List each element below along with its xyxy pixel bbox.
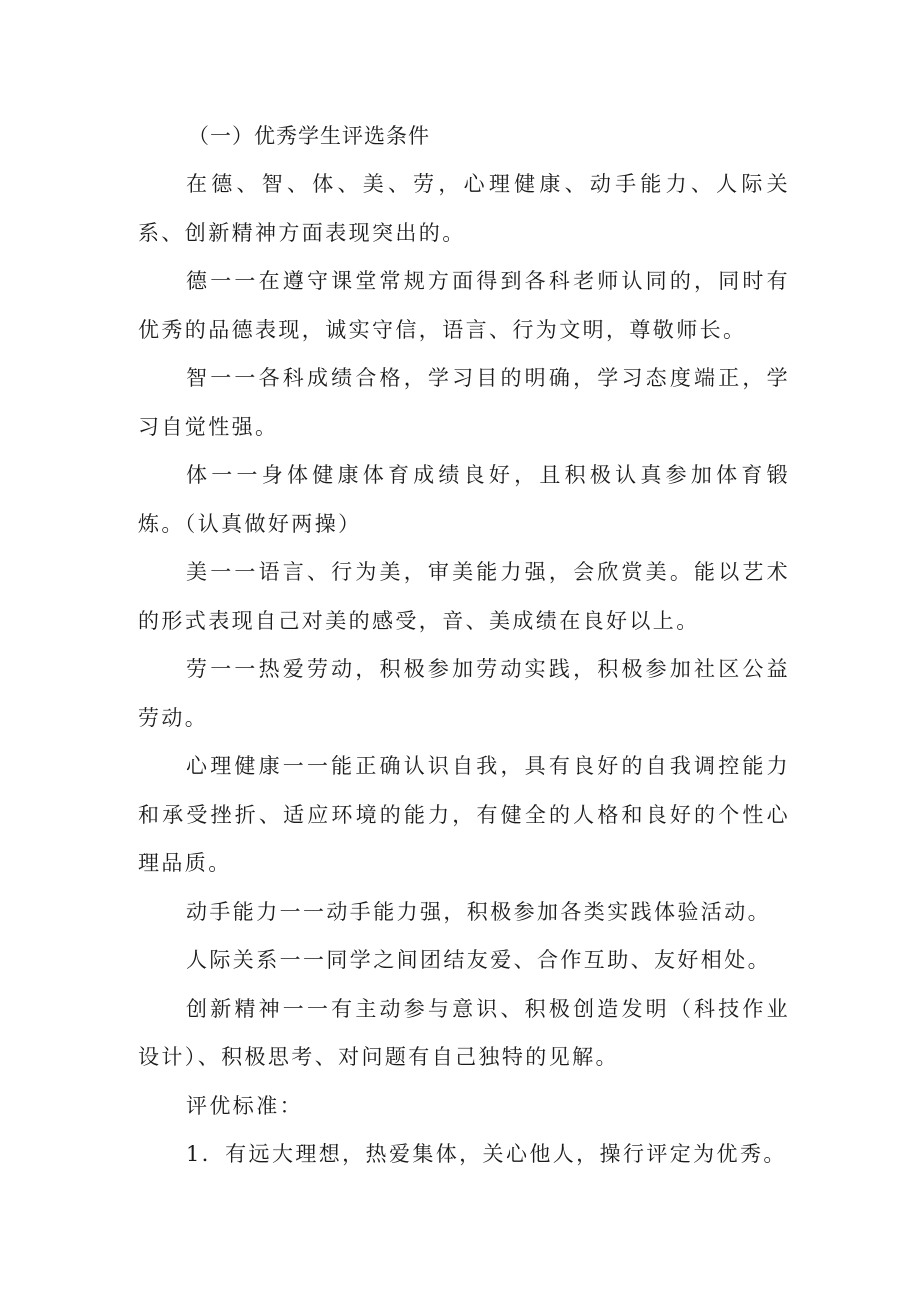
paragraph-labor: 劳一一热爱劳动，积极参加劳动实践，积极参加社区公益劳动。 bbox=[138, 657, 790, 730]
paragraph-aesthetics: 美一一语言、行为美，审美能力强，会欣赏美。能以艺术的形式表现自己对美的感受，音、美成绩在良好以上。 bbox=[138, 560, 790, 633]
paragraph-relationships: 人际关系一一同学之间团结友爱、合作互助、友好相处。 bbox=[186, 948, 771, 972]
paragraph-mental-health: 心理健康一一能正确认识自我，具有良好的自我调控能力和承受挫折、适应环境的能力，有健全的人格和良好的个性心理品质。 bbox=[138, 754, 790, 875]
section-heading: （一）优秀学生评选条件 bbox=[188, 124, 430, 148]
paragraph-physical: 体一一身体健康体育成绩良好，且积极认真参加体育锻炼。（认真做好两操） bbox=[138, 463, 790, 536]
document-body bbox=[138, 112, 790, 1179]
paragraph-morality: 德一一在遵守课堂常规方面得到各科老师认同的，同时有优秀的品德表现，诚实守信，语言、行为文明，尊敬师长。 bbox=[138, 269, 790, 342]
paragraph-innovation: 创新精神一一有主动参与意识、积极创造发明（科技作业设计）、积极思考、对问题有自己独特的见解。 bbox=[138, 996, 790, 1069]
paragraph-intellect: 智一一各科成绩合格，学习目的明确，学习态度端正，学习自觉性强。 bbox=[138, 366, 790, 439]
paragraph-intro: 在德、智、体、美、劳，心理健康、动手能力、人际关系、创新精神方面表现突出的。 bbox=[138, 172, 790, 245]
paragraph-hands-on: 动手能力一一动手能力强，积极参加各类实践体验活动。 bbox=[186, 899, 771, 924]
paragraph-criteria-1: 1．有远大理想，热爱集体，关心他人，操行评定为优秀。 bbox=[186, 1142, 787, 1166]
paragraph-criteria-title: 评优标准： bbox=[186, 1093, 303, 1118]
